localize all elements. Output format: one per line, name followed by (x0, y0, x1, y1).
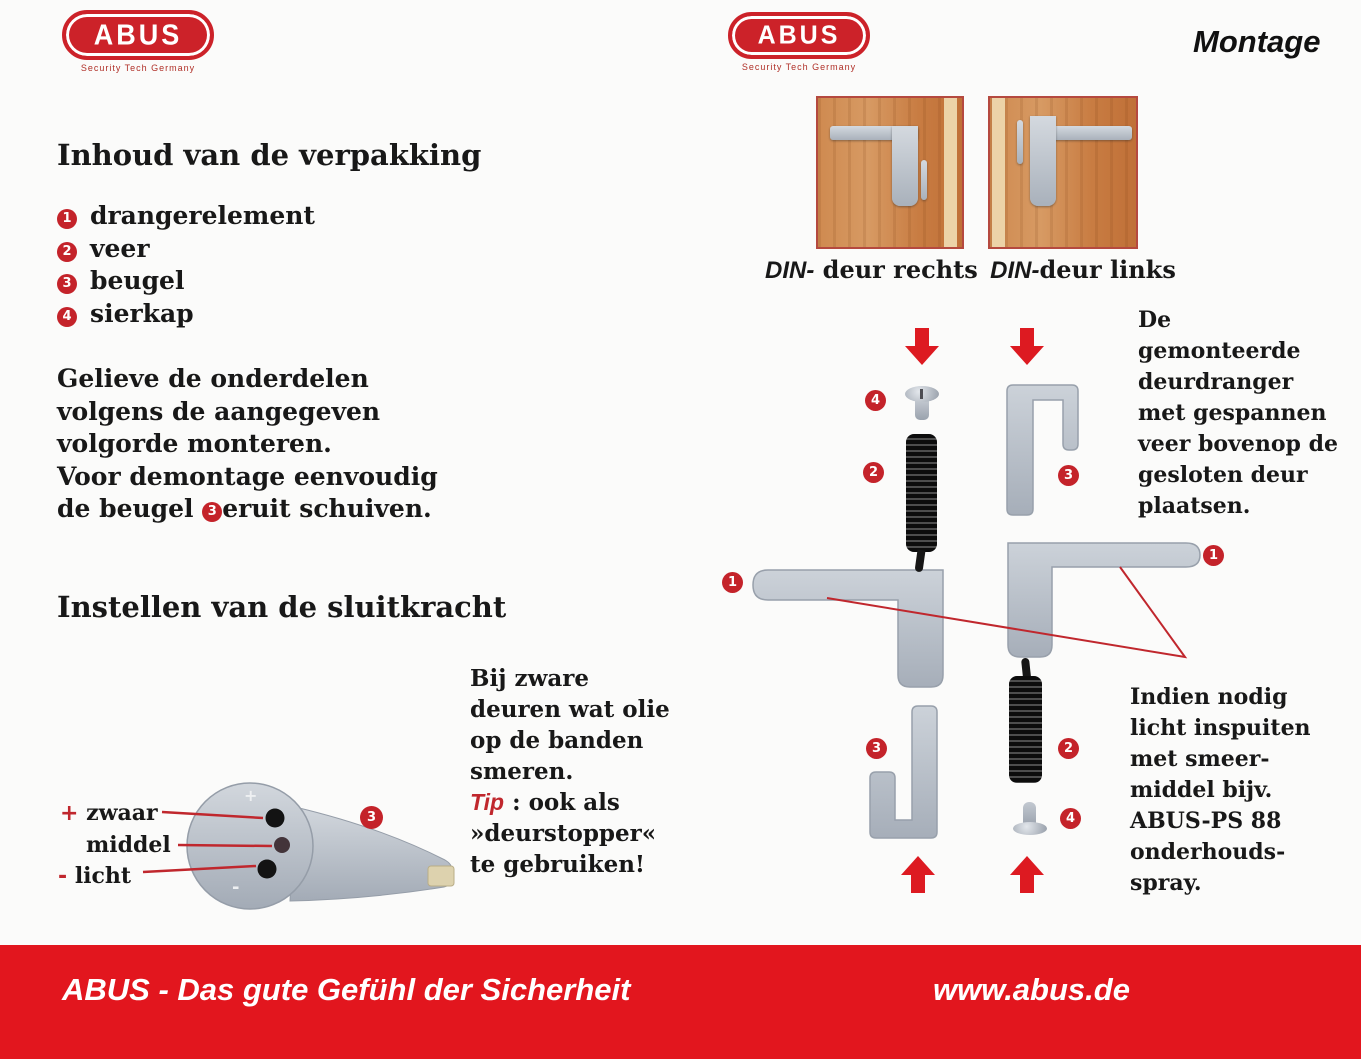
list-item (57, 298, 315, 331)
din-label: DIN- (765, 257, 815, 284)
note-line: volgens de aangegeven (57, 396, 381, 426)
adjust-label-light (58, 863, 131, 889)
veer-spring (1009, 676, 1042, 783)
part-number-badge: 1 (722, 572, 743, 593)
note-line: middel bijv. (1130, 777, 1273, 803)
door-frame-strip (944, 98, 957, 247)
part-number-badge: 4 (865, 390, 886, 411)
adjust-label-text: zwaar (86, 800, 158, 826)
note-line: licht inspuiten (1130, 715, 1311, 741)
note-line-text: de beugel (57, 494, 203, 523)
note-line: Bij zware (470, 665, 590, 692)
din-label: DIN- (990, 257, 1040, 284)
abus-logo-text: ABUS (757, 20, 841, 50)
abus-logo-tagline: Security Tech Germany (80, 63, 196, 73)
list-item (57, 265, 315, 298)
beugel-bottom-shape (870, 706, 937, 838)
footer-band (0, 945, 1361, 1059)
force-heading: Instellen van de sluitkracht (57, 590, 507, 624)
adjust-label-text: middel (86, 832, 171, 858)
part-number-badge: 2 (1058, 738, 1079, 759)
part-number-badge: 4 (57, 307, 77, 327)
note-line: met gespannen (1138, 400, 1327, 426)
adjuster-tip (428, 866, 454, 886)
sierkap-head (1013, 822, 1047, 835)
note-line: ABUS-PS 88 (1130, 808, 1282, 834)
mounting-note (57, 363, 438, 526)
drangerelement-left-shape (753, 570, 943, 687)
note-line: op de banden (470, 727, 644, 754)
force-adjuster-figure (140, 755, 480, 930)
note-line-text: eruit schuiven. (222, 494, 432, 523)
tip-line (470, 787, 670, 818)
part-number-badge: 3 (866, 738, 887, 759)
note-line: Voor demontage eenvoudig (57, 461, 438, 491)
arrow-down-icon (1010, 328, 1044, 365)
page-title: Montage (1193, 24, 1321, 59)
caption-text: deur links (1039, 255, 1176, 284)
photo-caption-left (988, 255, 1178, 285)
abus-logo-pill (728, 12, 870, 59)
adjust-label-text: licht (74, 863, 132, 889)
oil-note (470, 663, 670, 880)
hole-heavy (266, 809, 285, 828)
minus-sign: - (58, 864, 68, 889)
closer-pin (921, 160, 927, 200)
arrow-up-icon (901, 856, 935, 893)
note-line: te gebruiken! (470, 851, 646, 878)
part-number-badge: 4 (1060, 808, 1081, 829)
contents-heading: Inhoud van de verpakking (57, 138, 482, 172)
part-label: beugel (90, 266, 185, 295)
pointer-line (178, 845, 272, 846)
abus-logo (62, 10, 214, 73)
note-line: smeren. (470, 758, 574, 785)
photo-din-left (988, 96, 1138, 249)
note-line: gemonteerde (1138, 338, 1301, 364)
part-number-badge: 2 (57, 242, 77, 262)
plus-sign: + (60, 801, 79, 826)
part-number-badge: 3 (57, 274, 77, 294)
note-line: Indien nodig (1130, 684, 1288, 710)
note-line: met smeer- (1130, 746, 1270, 772)
note-line: Gelieve de onderdelen (57, 364, 369, 393)
package-contents-list (57, 200, 315, 330)
veer-spring (906, 434, 937, 552)
beugel-top-shape (1007, 385, 1078, 515)
note-line: gesloten deur (1138, 462, 1308, 488)
sierkap-stem (915, 400, 929, 420)
part-label: sierkap (90, 298, 194, 328)
abus-logo-pill (62, 10, 214, 60)
part-number-badge: 3 (202, 502, 222, 522)
footer-url: www.abus.de (933, 972, 1130, 1007)
engraved-minus: - (232, 877, 240, 898)
closer-body (892, 126, 918, 206)
engraved-plus: + (244, 786, 258, 805)
photo-din-right (816, 96, 964, 249)
note-line: plaatsen. (1138, 493, 1251, 519)
abus-logo-tagline: Security Tech Germany (741, 62, 857, 72)
note-line: deurdranger (1138, 369, 1294, 395)
arrow-down-icon (905, 328, 939, 365)
note-line: »deurstopper« (470, 820, 657, 847)
part-number-badge: 2 (863, 462, 884, 483)
tip-text: ook als (528, 789, 620, 816)
part-label: drangerelement (90, 201, 315, 230)
drangerelement-right-shape (1008, 543, 1200, 657)
note-line: onderhouds- (1130, 839, 1286, 865)
photo-caption-right (765, 255, 978, 285)
abus-logo-text: ABUS (93, 18, 183, 51)
part-label: veer (90, 233, 150, 263)
abus-logo (728, 12, 870, 72)
note-line (57, 493, 438, 526)
note-line: veer bovenop de (1138, 431, 1338, 457)
door-frame-strip (992, 98, 1005, 247)
closer-body (1030, 116, 1056, 206)
part-number-badge: 1 (1203, 545, 1224, 566)
footer-slogan: ABUS - Das gute Gefühl der Sicherheit (62, 972, 631, 1007)
list-item (57, 233, 315, 266)
hole-medium (274, 837, 290, 853)
part-number-badge: 1 (57, 209, 77, 229)
tip-label: Tip (470, 789, 505, 815)
part-number-badge: 3 (1058, 465, 1079, 486)
note-line: spray. (1130, 870, 1202, 896)
exploded-diagram (690, 300, 1235, 945)
arrow-up-icon (1010, 856, 1044, 893)
sierkap-slot (920, 389, 923, 399)
note-line: De (1138, 307, 1172, 333)
hole-light (258, 860, 277, 879)
caption-text: deur rechts (814, 255, 978, 284)
note-line: deuren wat olie (470, 696, 670, 723)
closer-pin (1017, 120, 1023, 164)
tip-separator: : (504, 789, 529, 816)
list-item (57, 200, 315, 233)
note-line: volgorde monteren. (57, 429, 332, 458)
part-number-badge: 3 (360, 806, 383, 829)
